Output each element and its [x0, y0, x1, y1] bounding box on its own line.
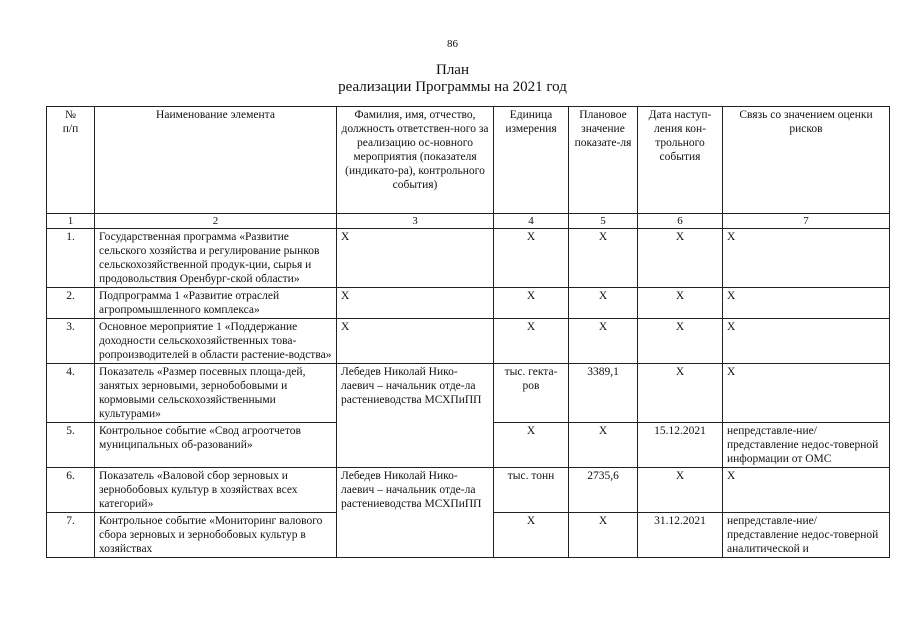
column-number: 2 — [95, 214, 337, 229]
row-number: 1. — [47, 229, 95, 288]
row-date: Х — [638, 468, 723, 513]
row-date: Х — [638, 364, 723, 423]
row-date: 31.12.2021 — [638, 513, 723, 558]
table-row — [47, 364, 890, 423]
column-number: 4 — [494, 214, 569, 229]
column-number: 1 — [47, 214, 95, 229]
row-responsible: Лебедев Николай Нико-лаевич – начальник отде-ла растениеводства МСХПиПП — [337, 468, 494, 558]
column-number: 3 — [337, 214, 494, 229]
row-risk: Х — [723, 319, 890, 364]
row-number: 6. — [47, 468, 95, 513]
row-responsible: Х — [337, 288, 494, 319]
row-unit: Х — [494, 423, 569, 468]
row-number: 5. — [47, 423, 95, 468]
row-name: Подпрограмма 1 «Развитие отраслей агропромышленного комплекса» — [95, 288, 337, 319]
row-responsible: Х — [337, 319, 494, 364]
row-risk: непредставле-ние/представление недос-товерной аналитической и — [723, 513, 890, 558]
row-risk: Х — [723, 288, 890, 319]
row-date: Х — [638, 229, 723, 288]
row-value: Х — [569, 319, 638, 364]
row-name: Показатель «Размер посевных площа-дей, занятых зерновыми, зернобобовыми и кормовыми сельскохозяйственными культурами» — [95, 364, 337, 423]
row-number: 7. — [47, 513, 95, 558]
row-name: Основное мероприятие 1 «Поддержание доходности сельскохозяйственных това-ропроизводителей в области растение-водства» — [95, 319, 337, 364]
header-value: Плановое значение показате-ля — [569, 107, 638, 214]
row-risk: Х — [723, 364, 890, 423]
header-name: Наименование элемента — [95, 107, 337, 214]
row-date: Х — [638, 288, 723, 319]
plan-table — [46, 106, 890, 558]
row-number: 3. — [47, 319, 95, 364]
table-row — [47, 288, 890, 319]
row-risk: Х — [723, 229, 890, 288]
header-responsible: Фамилия, имя, отчество, должность ответствен-ного за реализацию ос-новного мероприятия (показателя (индикато-ра), контрольного события) — [337, 107, 494, 214]
row-unit: тыс. тонн — [494, 468, 569, 513]
header-risk: Связь со значением оценки рисков — [723, 107, 890, 214]
row-date: Х — [638, 319, 723, 364]
row-unit: Х — [494, 319, 569, 364]
table-row — [47, 229, 890, 288]
row-name: Показатель «Валовой сбор зерновых и зернобобовых культур в хозяйствах всех категорий» — [95, 468, 337, 513]
title-line-1: План — [435, 62, 469, 78]
header-row — [47, 107, 890, 214]
row-name: Государственная программа «Развитие сельского хозяйства и регулирование рынков сельскохозяйственной продук-ции, сырья и продовольствия Оренбург-ской области» — [95, 229, 337, 288]
column-number: 5 — [569, 214, 638, 229]
row-value: Х — [569, 513, 638, 558]
table-row — [47, 319, 890, 364]
header-num: № п/п — [47, 107, 95, 214]
row-unit: Х — [494, 229, 569, 288]
column-number-row — [47, 214, 890, 229]
row-unit: Х — [494, 288, 569, 319]
row-value: 2735,6 — [569, 468, 638, 513]
row-value: Х — [569, 229, 638, 288]
row-risk: Х — [723, 468, 890, 513]
column-number: 6 — [638, 214, 723, 229]
header-date: Дата наступ-ления кон-трольного события — [638, 107, 723, 214]
page-number: 86 — [447, 38, 458, 50]
row-value: Х — [569, 288, 638, 319]
title-line-2: реализации Программы на 2021 год — [338, 79, 567, 95]
row-name: Контрольное событие «Свод агроотчетов муниципальных об-разований» — [95, 423, 337, 468]
row-name: Контрольное событие «Мониторинг валового сбора зерновых и зернобобовых культур в хозяйствах — [95, 513, 337, 558]
document-title — [0, 62, 905, 96]
row-value: 3389,1 — [569, 364, 638, 423]
row-unit: тыс. гекта-ров — [494, 364, 569, 423]
header-unit: Единица измерения — [494, 107, 569, 214]
row-number: 2. — [47, 288, 95, 319]
row-value: Х — [569, 423, 638, 468]
row-risk: непредставле-ние/представление недос-товерной информации от ОМС — [723, 423, 890, 468]
table-row — [47, 468, 890, 513]
row-unit: Х — [494, 513, 569, 558]
row-date: 15.12.2021 — [638, 423, 723, 468]
column-number: 7 — [723, 214, 890, 229]
row-responsible: Лебедев Николай Нико-лаевич – начальник отде-ла растениеводства МСХПиПП — [337, 364, 494, 468]
row-responsible: Х — [337, 229, 494, 288]
row-number: 4. — [47, 364, 95, 423]
